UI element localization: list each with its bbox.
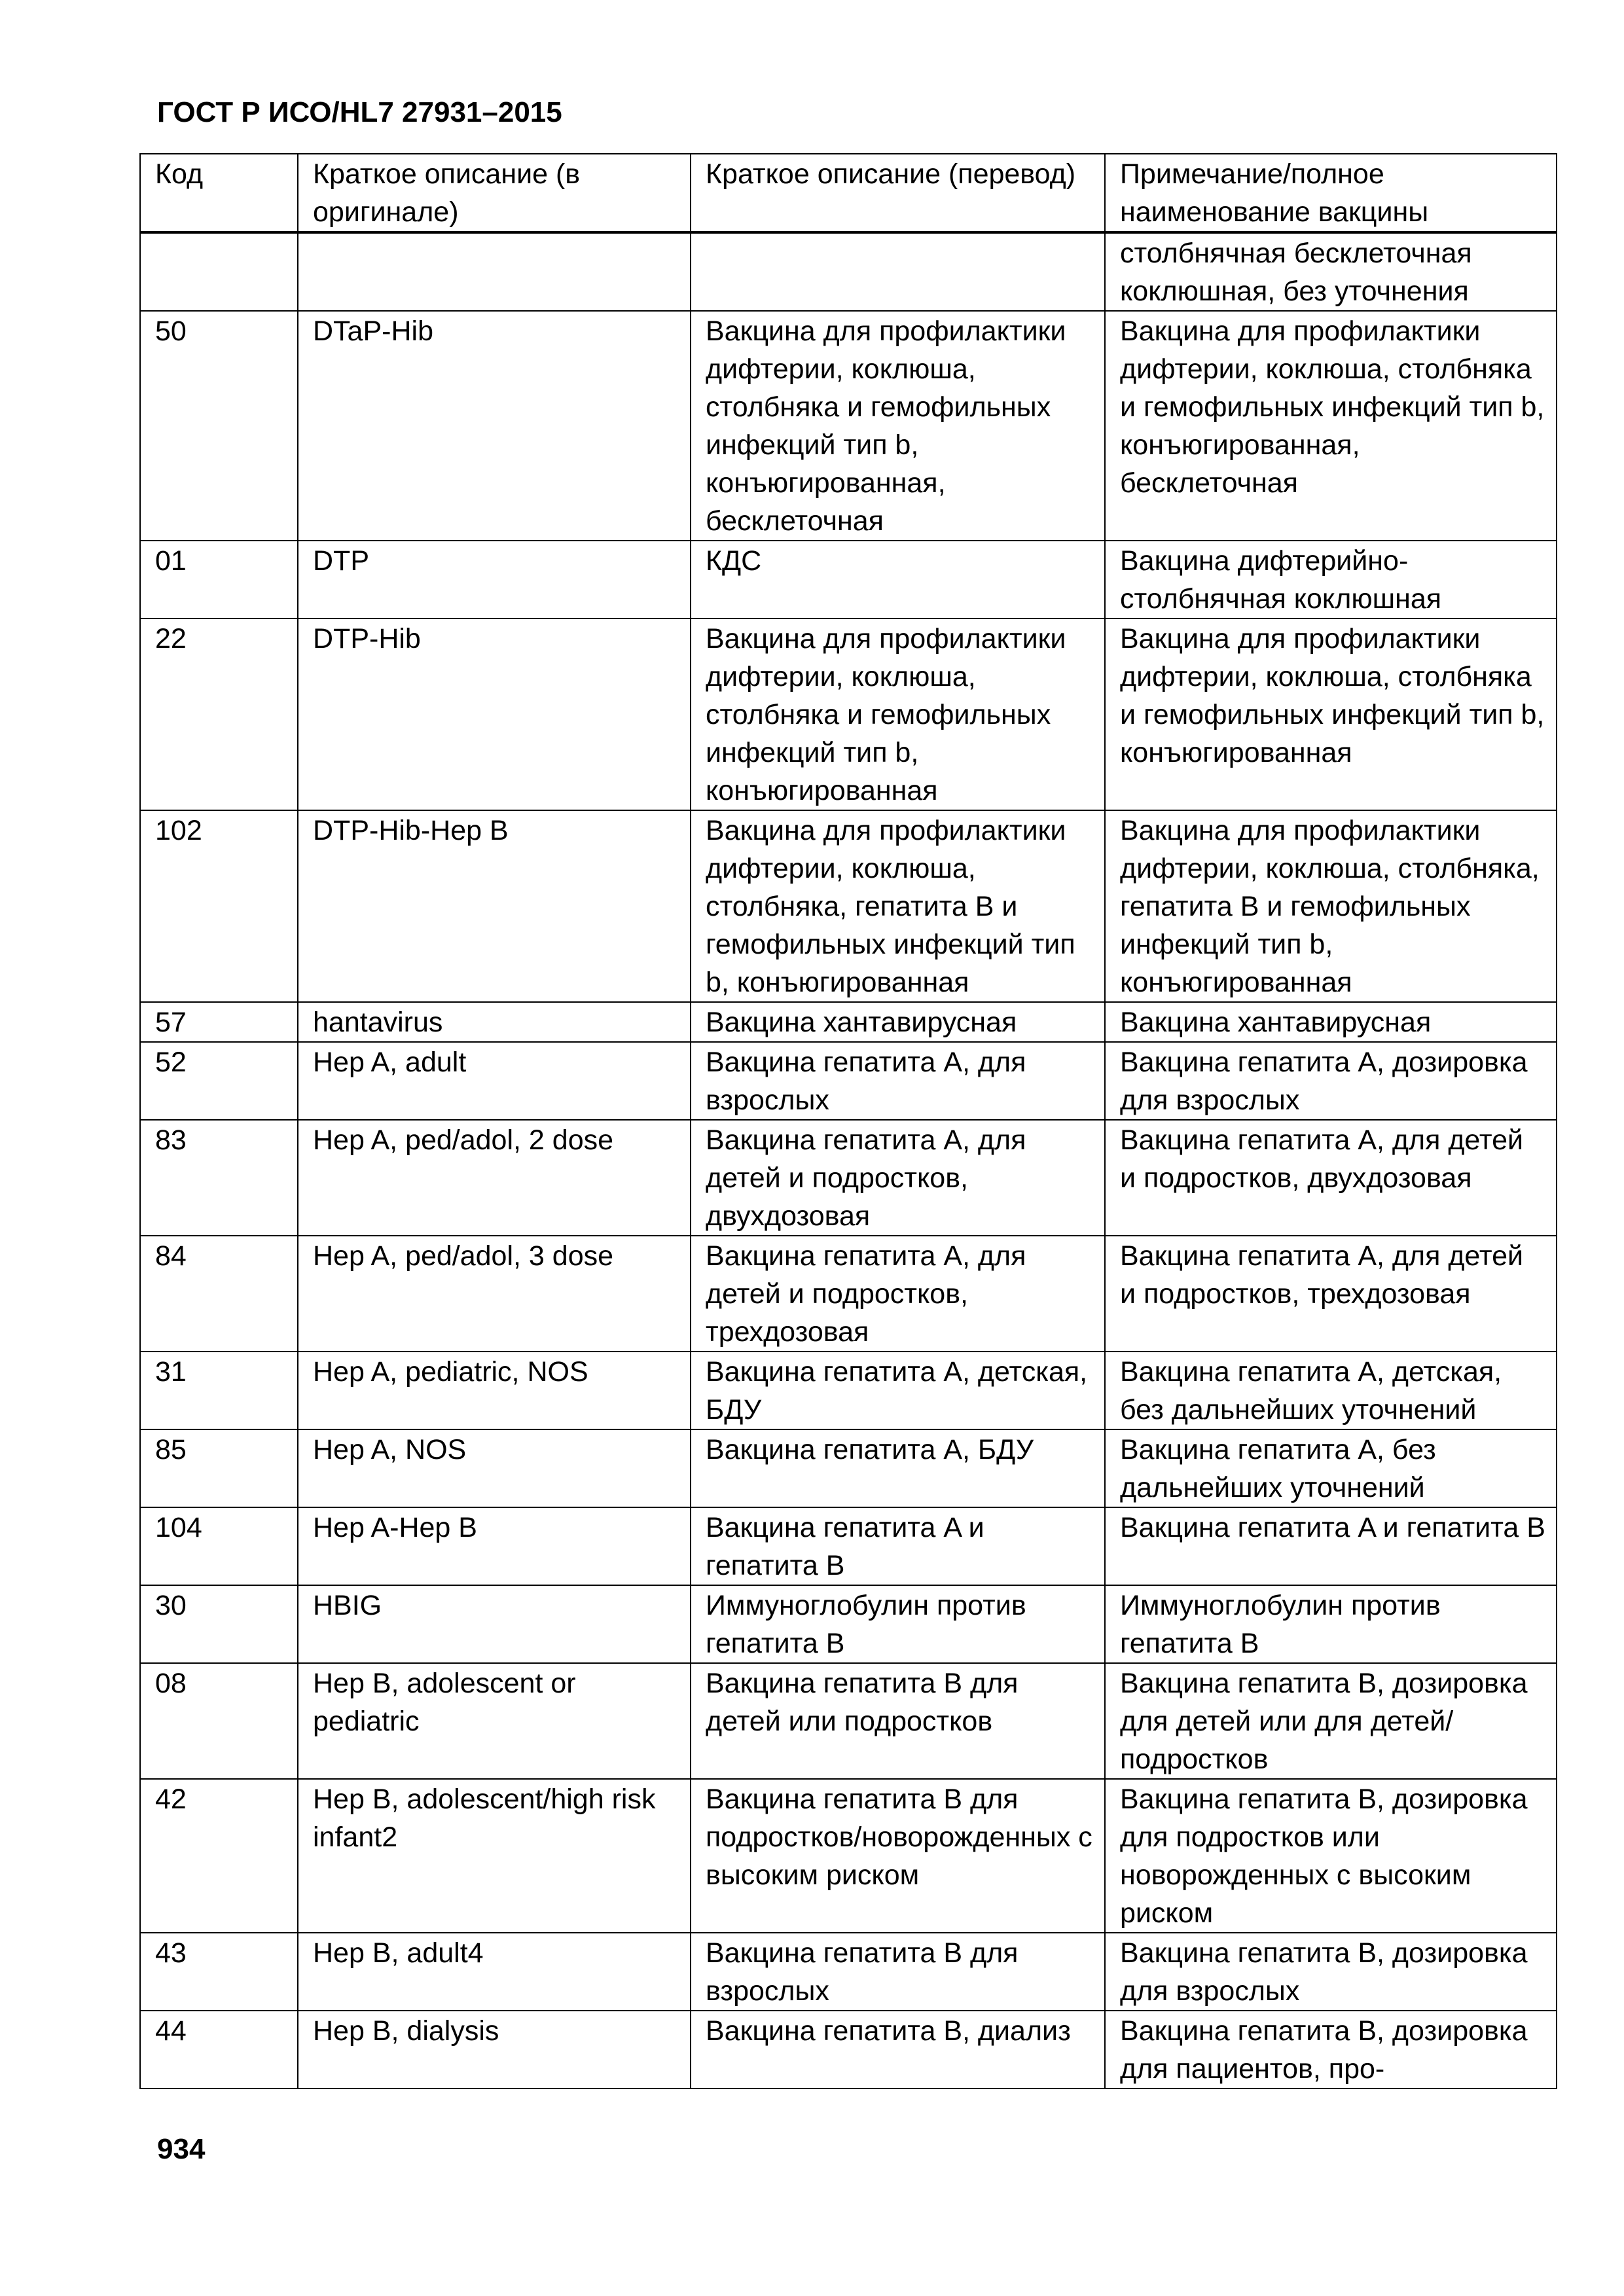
- page-number: 934: [157, 2133, 206, 2165]
- cell-note: Вакцина гепатита A, для детей и подростков, двухдозовая: [1105, 1120, 1557, 1236]
- table-row: [140, 1042, 1557, 1120]
- table-row: [140, 1002, 1557, 1042]
- cell-note: Вакцина гепатита A и гепатита B: [1105, 1507, 1557, 1585]
- cell-description-original: HBIG: [298, 1585, 691, 1663]
- cell-description-translation: Вакцина гепатита A, для взрослых: [691, 1042, 1105, 1120]
- cell-code: 22: [140, 619, 298, 810]
- cell-description-translation: КДС: [691, 541, 1105, 619]
- table-row: [140, 1779, 1557, 1933]
- cell-code: 01: [140, 541, 298, 619]
- cell-note: Вакцина гепатита B, дозировка для взрослых: [1105, 1933, 1557, 2011]
- table-row: [140, 541, 1557, 619]
- cell-description-original: Hep B, adolescent or pediatric: [298, 1663, 691, 1779]
- cell-description-translation: Вакцина для профилактики дифтерии, коклюша, столбняка и гемофильных инфекций тип b, конъюгированная: [691, 619, 1105, 810]
- cell-description-translation: Вакцина гепатита A, детская, БДУ: [691, 1352, 1105, 1429]
- table-row: [140, 232, 1557, 311]
- cell-description-translation: Вакцина гепатита A, БДУ: [691, 1429, 1105, 1507]
- cell-code: 84: [140, 1236, 298, 1352]
- cell-note: Вакцина для профилактики дифтерии, коклюша, столбняка и гемофильных инфекций тип b, конъюгированная, бесклеточная: [1105, 311, 1557, 541]
- cell-note: Вакцина гепатита A, дозировка для взрослых: [1105, 1042, 1557, 1120]
- cell-description-original: [298, 232, 691, 311]
- cell-description-translation: Вакцина хантавирусная: [691, 1002, 1105, 1042]
- cell-description-translation: Вакцина для профилактики дифтерии, коклюша, столбняка, гепатита B и гемофильных инфекций тип b, конъюгированная: [691, 810, 1105, 1002]
- table-header-row: [140, 154, 1557, 232]
- cell-note: Вакцина гепатита B, дозировка для детей или для детей/подростков: [1105, 1663, 1557, 1779]
- cell-note: Вакцина гепатита A, для детей и подростков, трехдозовая: [1105, 1236, 1557, 1352]
- cell-note: Иммуноглобулин против гепатита B: [1105, 1585, 1557, 1663]
- cell-note: Вакцина гепатита A, без дальнейших уточнений: [1105, 1429, 1557, 1507]
- cell-description-translation: Вакцина гепатита A и гепатита B: [691, 1507, 1105, 1585]
- cell-description-original: Hep A, ped/adol, 3 dose: [298, 1236, 691, 1352]
- document-title: ГОСТ Р ИСО/HL7 27931–2015: [157, 96, 562, 128]
- cell-note: Вакцина дифтерийно-столбнячная коклюшная: [1105, 541, 1557, 619]
- cell-note: Вакцина для профилактики дифтерии, коклюша, столбняка и гемофильных инфекций тип b, конъюгированная: [1105, 619, 1557, 810]
- cell-description-translation: Вакцина гепатита B для подростков/новорожденных с высоким риском: [691, 1779, 1105, 1933]
- cell-description-original: Hep A, NOS: [298, 1429, 691, 1507]
- cell-description-translation: [691, 232, 1105, 311]
- header-note: Примечание/полное наименование вакцины: [1105, 154, 1557, 232]
- cell-description-original: DTP: [298, 541, 691, 619]
- cell-code: 43: [140, 1933, 298, 2011]
- cell-description-original: Hep B, adolescent/high risk infant2: [298, 1779, 691, 1933]
- table-row: [140, 2011, 1557, 2089]
- cell-code: 52: [140, 1042, 298, 1120]
- cell-note: Вакцина гепатита B, дозировка для подростков или новорожденных с высоким риском: [1105, 1779, 1557, 1933]
- cell-code: 83: [140, 1120, 298, 1236]
- header-description-translation: Краткое описание (перевод): [691, 154, 1105, 232]
- table-row: [140, 619, 1557, 810]
- cell-code: 50: [140, 311, 298, 541]
- cell-description-original: DTaP-Hib: [298, 311, 691, 541]
- table-row: [140, 1585, 1557, 1663]
- table-row: [140, 311, 1557, 541]
- cell-code: 08: [140, 1663, 298, 1779]
- cell-code: 31: [140, 1352, 298, 1429]
- vaccine-codes-table: [139, 153, 1557, 2089]
- cell-description-original: hantavirus: [298, 1002, 691, 1042]
- cell-description-translation: Вакцина гепатита B для детей или подростков: [691, 1663, 1105, 1779]
- cell-code: 85: [140, 1429, 298, 1507]
- cell-description-translation: Вакцина гепатита A, для детей и подростков, трехдозовая: [691, 1236, 1105, 1352]
- cell-code: 42: [140, 1779, 298, 1933]
- cell-description-original: Hep A, pediatric, NOS: [298, 1352, 691, 1429]
- cell-code: [140, 232, 298, 311]
- cell-note: Вакцина хантавирусная: [1105, 1002, 1557, 1042]
- cell-description-original: Hep A, ped/adol, 2 dose: [298, 1120, 691, 1236]
- header-description-original: Краткое описание (в оригинале): [298, 154, 691, 232]
- cell-note: Вакцина гепатита A, детская, без дальнейших уточнений: [1105, 1352, 1557, 1429]
- cell-description-original: Hep B, dialysis: [298, 2011, 691, 2089]
- cell-note: столбнячная бесклеточная коклюшная, без уточнения: [1105, 232, 1557, 311]
- cell-description-original: Hep B, adult4: [298, 1933, 691, 2011]
- header-code: Код: [140, 154, 298, 232]
- cell-description-translation: Иммуноглобулин против гепатита B: [691, 1585, 1105, 1663]
- table-row: [140, 1236, 1557, 1352]
- table-row: [140, 1933, 1557, 2011]
- cell-description-translation: Вакцина для профилактики дифтерии, коклюша, столбняка и гемофильных инфекций тип b, конъюгированная, бесклеточная: [691, 311, 1105, 541]
- table-row: [140, 810, 1557, 1002]
- cell-code: 30: [140, 1585, 298, 1663]
- cell-note: Вакцина гепатита B, дозировка для пациентов, про-: [1105, 2011, 1557, 2089]
- cell-description-translation: Вакцина гепатита B, диализ: [691, 2011, 1105, 2089]
- cell-note: Вакцина для профилактики дифтерии, коклюша, столбняка, гепатита B и гемофильных инфекций тип b, конъюгированная: [1105, 810, 1557, 1002]
- cell-code: 102: [140, 810, 298, 1002]
- cell-description-original: DTP-Hib: [298, 619, 691, 810]
- cell-code: 104: [140, 1507, 298, 1585]
- cell-description-original: Hep A-Hep B: [298, 1507, 691, 1585]
- cell-description-translation: Вакцина гепатита A, для детей и подростков, двухдозовая: [691, 1120, 1105, 1236]
- cell-description-translation: Вакцина гепатита B для взрослых: [691, 1933, 1105, 2011]
- cell-code: 44: [140, 2011, 298, 2089]
- table-row: [140, 1507, 1557, 1585]
- table-row: [140, 1663, 1557, 1779]
- cell-description-original: Hep A, adult: [298, 1042, 691, 1120]
- table-row: [140, 1352, 1557, 1429]
- table-row: [140, 1120, 1557, 1236]
- cell-code: 57: [140, 1002, 298, 1042]
- table-row: [140, 1429, 1557, 1507]
- cell-description-original: DTP-Hib-Hep B: [298, 810, 691, 1002]
